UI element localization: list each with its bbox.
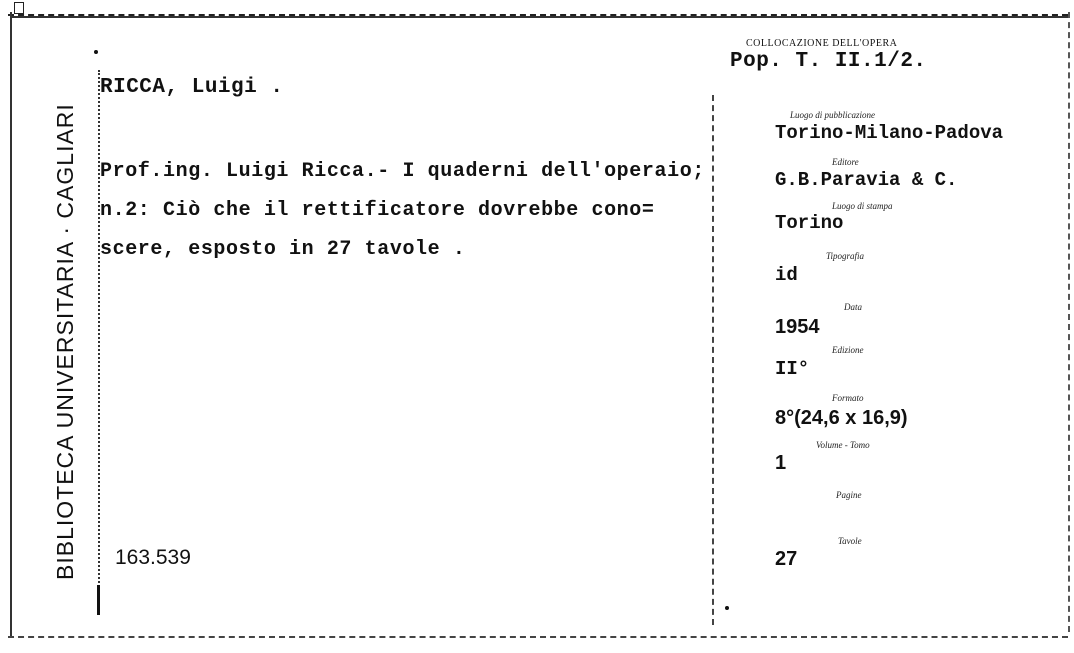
margin-line-mark bbox=[97, 585, 100, 615]
corner-mark bbox=[14, 2, 24, 14]
margin-line bbox=[98, 70, 102, 615]
field-value-luogo-pubblicazione: Torino-Milano-Padova bbox=[775, 122, 1004, 144]
library-stamp: BIBLIOTECA UNIVERSITARIA · CAGLIARI bbox=[52, 103, 78, 580]
inventory-number: 163.539 bbox=[115, 546, 191, 569]
column-divider bbox=[712, 95, 714, 625]
field-caption-luogo-pubblicazione: Luogo di pubblicazione bbox=[790, 110, 875, 120]
field-value-volume-tomo: 1 bbox=[775, 452, 787, 474]
field-value-edizione: II° bbox=[775, 358, 810, 380]
field-value-tipografia: id bbox=[775, 264, 798, 286]
field-caption-pagine: Pagine bbox=[836, 490, 862, 500]
field-value-editore: G.B.Paravia & C. bbox=[775, 169, 958, 191]
field-value-data: 1954 bbox=[775, 316, 820, 338]
author-heading: RICCA, Luigi . bbox=[100, 76, 284, 99]
field-value-luogo-stampa: Torino bbox=[775, 212, 844, 234]
field-caption-editore: Editore bbox=[832, 157, 859, 167]
field-caption-edizione: Edizione bbox=[832, 345, 864, 355]
field-value-formato: 8°(24,6 x 16,9) bbox=[775, 407, 908, 429]
left-border bbox=[10, 12, 12, 638]
collocazione-value: Pop. T. II.1/2. bbox=[730, 50, 927, 73]
title-line-3: scere, esposto in 27 tavole . bbox=[100, 238, 466, 261]
top-border bbox=[10, 16, 1068, 18]
field-caption-formato: Formato bbox=[832, 393, 864, 403]
field-caption-data: Data bbox=[844, 302, 862, 312]
bottom-border bbox=[8, 636, 1068, 638]
punch-dot bbox=[725, 606, 729, 610]
field-value-tavole: 27 bbox=[775, 548, 798, 570]
collocazione-caption: COLLOCAZIONE DELL'OPERA bbox=[746, 38, 898, 49]
punch-dot bbox=[94, 50, 98, 54]
field-caption-luogo-stampa: Luogo di stampa bbox=[832, 201, 893, 211]
title-line-1: Prof.ing. Luigi Ricca.- I quaderni dell'operaio; bbox=[100, 160, 705, 183]
field-caption-tipografia: Tipografia bbox=[826, 251, 865, 261]
right-border bbox=[1068, 12, 1072, 632]
field-caption-tavole: Tavole bbox=[838, 536, 862, 546]
field-caption-volume-tomo: Volume - Tomo bbox=[816, 440, 870, 450]
title-line-2: n.2: Ciò che il rettificatore dovrebbe cono= bbox=[100, 199, 655, 222]
